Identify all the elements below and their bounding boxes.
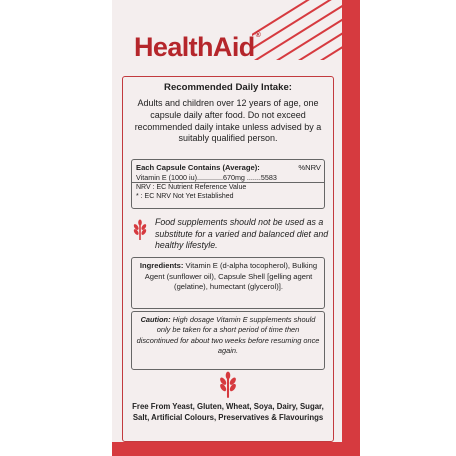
wheat-icon [131,219,149,246]
composition-table [131,159,325,209]
supplement-warning [129,215,329,255]
registered-mark: ® [255,32,261,39]
composition-header [136,163,321,172]
brand-logo [134,32,260,63]
footnote-not-established: * : EC NRV Not Yet Established [136,193,234,200]
intake-title: Recommended Daily Intake: [164,82,292,93]
bottom-band [112,442,342,456]
table-divider [132,182,324,183]
brand-logo-text: HealthAid [134,32,255,62]
decorative-stripes [252,0,342,60]
warning-text: Food supplements should not be used as a substitute for a varied and balanced diet and healthy lifestyle. [155,217,329,250]
wheat-icon [216,371,240,404]
label-panel [122,76,334,442]
footnote-nrv: NRV : EC Nutrient Reference Value [136,184,247,191]
ingredients-box [131,257,325,309]
composition-header-label: Each Capsule Contains (Average): [136,163,260,172]
caution-text [135,315,321,357]
intake-text: Adults and children over 12 years of age, one capsule daily after food. Do not exceed recommended daily intake unless advised by a suitably qualified person. [134,98,322,144]
caution-body: High dosage Vitamin E supplements should only be taken for a short period of time then discontinued for about two weeks before resuming once again. [136,315,320,356]
caution-box [131,311,325,370]
ingredients-list: Vitamin E (d-alpha tocopherol), Bulking Agent (sunflower oil), Capsule Shell [gelling agent (gelatine), humectant (glycerol)]. [144,261,318,291]
caution-label: Caution: [140,315,171,324]
composition-row: Vitamin E (1000 iu).............670mg .......5583 [136,173,277,182]
ingredients-label: Ingredients: [139,261,184,270]
free-from-statement: Free From Yeast, Gluten, Wheat, Soya, Dairy, Sugar, Salt, Artificial Colours, Preservatives & Flavourings [132,402,324,422]
right-band [342,0,360,456]
nrv-header: %NRV [298,163,321,172]
label-card [112,0,342,456]
ingredients-text [136,261,321,293]
